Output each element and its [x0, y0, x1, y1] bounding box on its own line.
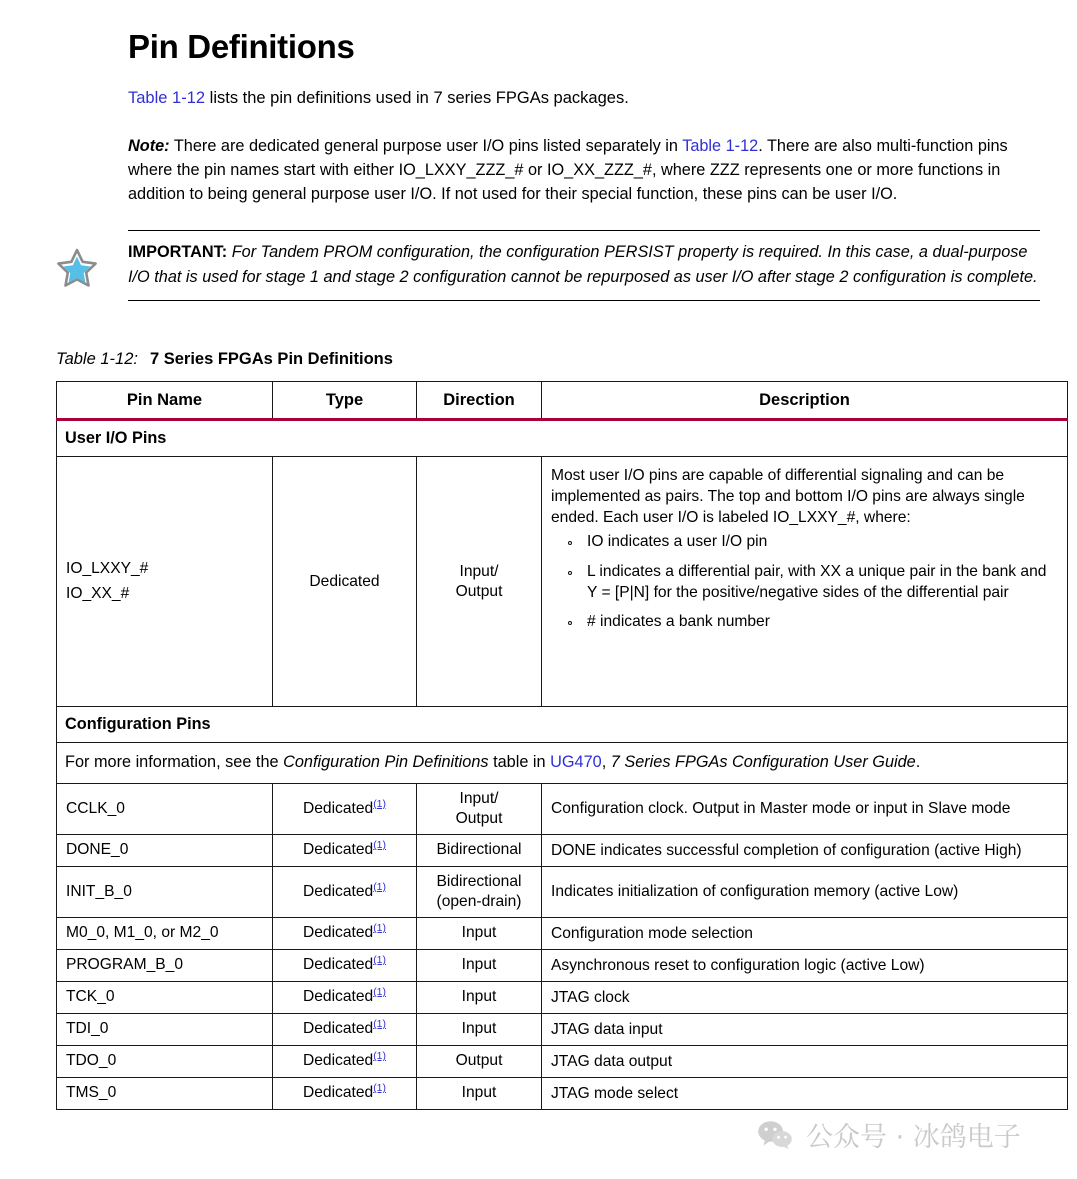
- description-intro: Most user I/O pins are capable of differential signaling and can be implemented as pairs. The top and bottom I/O pins are always single ended. Each user I/O is labeled IO_LXXY_#, where:: [551, 467, 1025, 527]
- cell-type: [273, 834, 417, 866]
- cell-direction: [417, 783, 542, 834]
- config-note-part2: table in: [488, 753, 551, 771]
- footnote-ref-link[interactable]: (1): [373, 1050, 387, 1063]
- cell-type: [273, 917, 417, 949]
- footnote-ref-link[interactable]: (1): [373, 922, 387, 934]
- type-label: Dedicated: [302, 1020, 374, 1038]
- cell-type-user-io: Dedicated: [273, 457, 417, 707]
- cell-pin-name: TDO_0: [57, 1045, 273, 1077]
- table-header-row: [57, 382, 1068, 420]
- cell-type: [273, 1045, 417, 1077]
- cell-description: Asynchronous reset to configuration logic (active Low): [542, 949, 1068, 981]
- cell-description: JTAG clock: [542, 981, 1068, 1013]
- wechat-icon: [757, 1120, 793, 1150]
- direction-line-2: (open-drain): [436, 892, 522, 910]
- table-row: [57, 949, 1068, 981]
- cell-pin-name-user-io: [57, 457, 273, 707]
- column-header-description: Description: [542, 382, 1068, 420]
- cell-description: Configuration mode selection: [542, 917, 1068, 949]
- cell-description-user-io: [542, 457, 1068, 707]
- callout-body: [128, 231, 1040, 300]
- direction-line-2: Output: [455, 809, 503, 827]
- table-1-12-link-intro[interactable]: Table 1-12: [128, 88, 206, 107]
- watermark: [757, 1115, 1021, 1154]
- cell-pin-name: TMS_0: [57, 1077, 273, 1109]
- list-item: IO indicates a user I/O pin: [565, 532, 1059, 553]
- cell-direction: Input: [417, 949, 542, 981]
- table-row: [57, 1045, 1068, 1077]
- cell-type: [273, 981, 417, 1013]
- table-row: [57, 917, 1068, 949]
- table-caption-number: Table 1-12:: [56, 350, 138, 368]
- note-text-part1: There are dedicated general purpose user I/O pins listed separately in: [169, 137, 683, 156]
- page-title: Pin Definitions: [128, 28, 355, 66]
- config-note-part1: For more information, see the: [65, 753, 284, 771]
- watermark-text: 公众号 · 冰鸽电子: [806, 1122, 1021, 1153]
- callout-text: For Tandem PROM configuration, the configuration PERSIST property is required. In this case, a dual-purpose I/O that is used for stage 1 and stage 2 configuration cannot be repurposed as user I/O after stage 2 configuration is complete.: [128, 243, 1038, 286]
- cell-direction: Output: [417, 1045, 542, 1077]
- list-item: # indicates a bank number: [565, 612, 1059, 633]
- note-text-part2: . There are also multi-function pins where the pin names start with either IO_LXXY_ZZZ_# or IO_XX_ZZZ_#, where ZZZ represents one or more functions in addition to being general purpose user I/O. If not used for their special function, these pins can be user I/O.: [128, 137, 1008, 204]
- type-label: Dedicated: [302, 841, 374, 859]
- direction-line-1: Bidirectional: [436, 841, 522, 859]
- table-row: [57, 834, 1068, 866]
- cell-direction: [417, 834, 542, 866]
- callout-label: IMPORTANT:: [128, 243, 228, 261]
- section-row-configuration: [57, 707, 1068, 743]
- footnote-ref-link[interactable]: (1): [373, 797, 387, 810]
- section-row-user-io: [57, 420, 1068, 457]
- cell-description: Configuration clock. Output in Master mode or input in Slave mode: [542, 783, 1068, 834]
- table-row: [57, 783, 1068, 834]
- type-label: Dedicated: [302, 956, 374, 974]
- footnote-ref-link[interactable]: (1): [373, 1018, 387, 1031]
- cell-direction-user-io: [417, 457, 542, 707]
- footnote-ref-link[interactable]: (1): [373, 954, 387, 967]
- section-label-user-io: User I/O Pins: [57, 420, 1068, 457]
- config-note-italic1: Configuration Pin Definitions: [283, 753, 489, 771]
- pin-name-line-2: IO_XX_#: [66, 585, 130, 602]
- type-label: Dedicated: [302, 988, 374, 1006]
- type-label: Dedicated: [302, 799, 374, 817]
- list-item: L indicates a differential pair, with XX a unique pair in the bank and Y = [P|N] for the positive/negative sides of the differential pair: [565, 562, 1059, 603]
- star-icon: [56, 247, 98, 289]
- cell-type: [273, 866, 417, 917]
- type-label: Dedicated: [302, 1084, 374, 1102]
- cell-direction: [417, 866, 542, 917]
- table-row: [57, 866, 1068, 917]
- note-paragraph: [128, 135, 1048, 207]
- config-note-cell: [57, 743, 1068, 784]
- type-label: Dedicated: [302, 924, 374, 942]
- cell-pin-name: TCK_0: [57, 981, 273, 1013]
- direction-line-1: Input/: [459, 789, 499, 807]
- type-label: Dedicated: [302, 1052, 374, 1070]
- section-label-configuration: Configuration Pins: [57, 707, 1068, 743]
- table-row: [57, 1013, 1068, 1045]
- cell-type: [273, 1013, 417, 1045]
- cell-pin-name: PROGRAM_B_0: [57, 949, 273, 981]
- cell-description: JTAG data output: [542, 1045, 1068, 1077]
- cell-pin-name: TDI_0: [57, 1013, 273, 1045]
- intro-paragraph: [128, 87, 1048, 111]
- footnote-ref-link[interactable]: (1): [373, 880, 387, 893]
- cell-pin-name: DONE_0: [57, 834, 273, 866]
- cell-direction: Input: [417, 981, 542, 1013]
- column-header-direction: Direction: [417, 382, 542, 420]
- table-caption-title: 7 Series FPGAs Pin Definitions: [149, 350, 393, 368]
- config-note-part3: ,: [601, 753, 611, 771]
- table-row: [57, 981, 1068, 1013]
- type-label: Dedicated: [302, 882, 374, 900]
- column-header-pin-name: Pin Name: [57, 382, 273, 420]
- table-row-user-io: [57, 457, 1068, 707]
- table-caption: [56, 350, 393, 369]
- column-header-type: Type: [273, 382, 417, 420]
- direction-line-1: Input/: [459, 562, 499, 580]
- direction-line-2: Output: [455, 582, 503, 600]
- intro-text: lists the pin definitions used in 7 series FPGAs packages.: [205, 88, 629, 107]
- cell-pin-name: INIT_B_0: [57, 866, 273, 917]
- cell-description: JTAG mode select: [542, 1077, 1068, 1109]
- cell-type: [273, 783, 417, 834]
- cell-description: Indicates initialization of configuration memory (active Low): [542, 866, 1068, 917]
- footnote-ref-link[interactable]: (1): [373, 839, 387, 852]
- table-1-12-link-note[interactable]: Table 1-12: [682, 137, 759, 156]
- cell-direction: Input: [417, 917, 542, 949]
- footnote-ref-link[interactable]: (1): [373, 986, 387, 999]
- note-label: Note:: [128, 137, 170, 156]
- table-row: [57, 1077, 1068, 1109]
- cell-pin-name: M0_0, M1_0, or M2_0: [57, 917, 273, 949]
- description-bullet-list: [551, 532, 1059, 633]
- config-note-part4: .: [915, 753, 921, 771]
- cell-type: [273, 1077, 417, 1109]
- important-callout: [128, 230, 1040, 301]
- cell-description: DONE indicates successful completion of configuration (active High): [542, 834, 1068, 866]
- cell-direction: Input: [417, 1077, 542, 1109]
- cell-type: [273, 949, 417, 981]
- cell-pin-name: CCLK_0: [57, 783, 273, 834]
- ug470-link[interactable]: UG470: [550, 753, 602, 771]
- direction-line-1: Bidirectional: [436, 872, 522, 890]
- pin-name-line-1: IO_LXXY_#: [66, 560, 149, 577]
- footnote-ref-link[interactable]: (1): [373, 1082, 387, 1095]
- cell-description: JTAG data input: [542, 1013, 1068, 1045]
- callout-rule-bottom: [128, 300, 1040, 301]
- config-note-row: [57, 743, 1068, 784]
- config-note-italic2: 7 Series FPGAs Configuration User Guide: [610, 753, 916, 771]
- pin-definitions-table: [56, 381, 1068, 1110]
- cell-direction: Input: [417, 1013, 542, 1045]
